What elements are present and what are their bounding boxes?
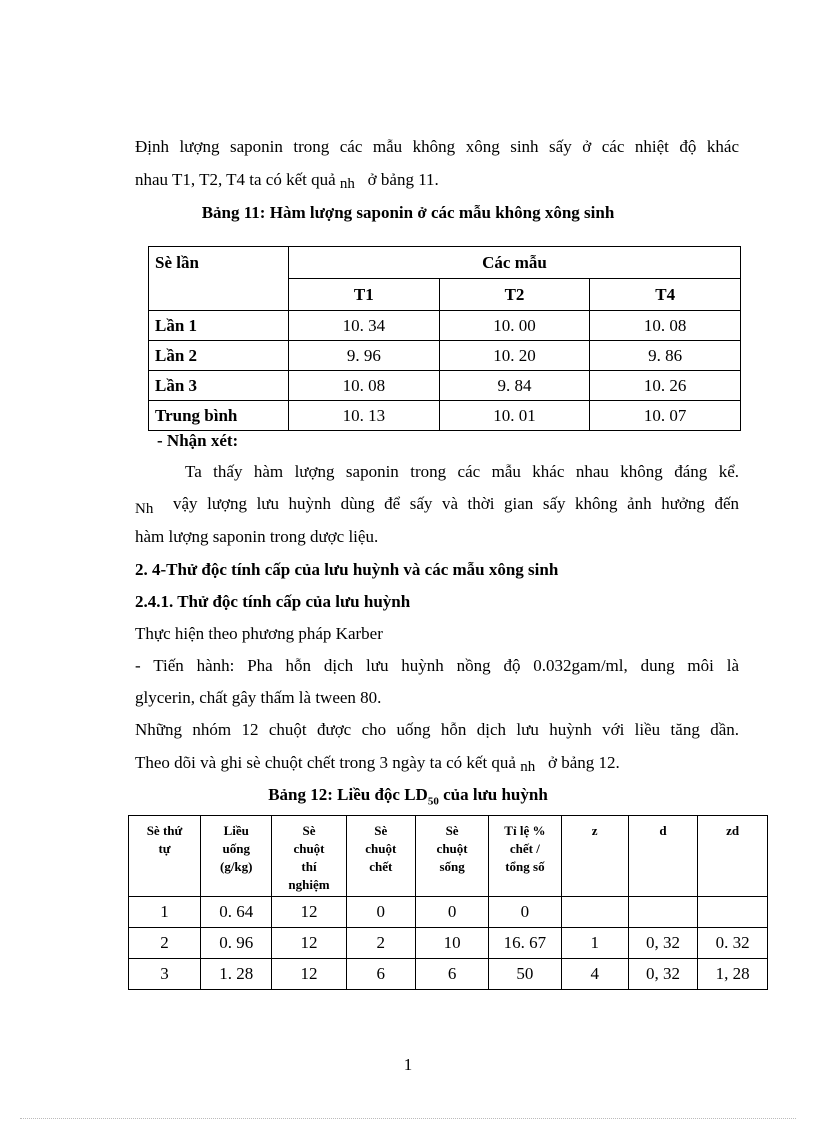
table-cell: 9. 86 — [590, 341, 741, 371]
table-cell: 10. 20 — [439, 341, 590, 371]
table-cell: 0. 64 — [201, 897, 272, 928]
table-cell: 1 — [561, 928, 628, 959]
table-cell: 3 — [129, 959, 201, 990]
table-cell: 10 — [416, 928, 489, 959]
table-cell: 16. 67 — [489, 928, 562, 959]
header-line: z — [591, 823, 598, 838]
table-cell: 12 — [272, 897, 346, 928]
table-cell: 0 — [416, 897, 489, 928]
text: ở bảng 12. — [547, 753, 620, 772]
header-line: Sè — [302, 823, 316, 838]
table-cell: 0 — [346, 897, 416, 928]
paragraph-line: vậy lượng lưu huỳnh dùng để sấy và thời gian sấy không ảnh hưởng đến — [173, 494, 739, 513]
row-label: Lần 1 — [149, 311, 289, 341]
text: Theo dõi và ghi sè chuột chết trong 3 ngày ta có kết quả — [135, 753, 516, 772]
header-line: Tỉ lệ % — [504, 823, 546, 838]
table-header-row — [129, 816, 768, 897]
table-cell — [561, 897, 628, 928]
column-header — [346, 816, 416, 897]
table11-caption: Bảng 11: Hàm lượng saponin ở các mẫu không xông sinh — [201, 203, 615, 222]
column-header: T1 — [289, 279, 440, 311]
table-row — [129, 959, 768, 990]
group-title: Các mẫu — [289, 247, 741, 279]
paragraph-line — [135, 494, 154, 517]
page-bottom-divider — [20, 1118, 796, 1119]
header-line: Sè thứ — [146, 823, 183, 838]
table-cell: 12 — [272, 928, 346, 959]
header-line: nghiệm — [288, 877, 330, 892]
table-cell: 10. 08 — [289, 371, 440, 401]
column-header: T2 — [439, 279, 590, 311]
table-cell — [698, 897, 768, 928]
header-line: Sè — [374, 823, 388, 838]
header-line: zd — [726, 823, 740, 838]
table-cell: 50 — [489, 959, 562, 990]
table-cell: 1. 28 — [201, 959, 272, 990]
table-cell: 2 — [346, 928, 416, 959]
table-row — [149, 401, 741, 431]
column-header — [698, 816, 768, 897]
table-cell: 0 — [489, 897, 562, 928]
remarks-heading: - Nhận xét: — [157, 431, 239, 450]
paragraph-line: glycerin, chất gây thấm là tween 80. — [135, 688, 382, 707]
table12-caption — [0, 785, 816, 807]
column-header — [489, 816, 562, 897]
table-cell: 0. 96 — [201, 928, 272, 959]
table-cell: 9. 96 — [289, 341, 440, 371]
table-cell: 10. 00 — [439, 311, 590, 341]
subsection-heading: 2.4.1. Thử độc tính cấp của lưu huỳnh — [135, 592, 411, 611]
paragraph-line: Những nhóm 12 chuột được cho uống hỗn dịch lưu huỳnh với liều tăng dần. — [135, 720, 739, 739]
paragraph-line — [135, 753, 620, 773]
page-number: 1 — [403, 1055, 413, 1074]
header-line: chuột — [293, 841, 325, 856]
header-line: tự — [158, 841, 171, 856]
paragraph-line: - Tiến hành: Pha hỗn dịch lưu huỳnh nồng độ 0.032gam/ml, dung môi là — [135, 656, 739, 675]
header-line: uống — [222, 841, 250, 856]
table-cell: 1, 28 — [698, 959, 768, 990]
table-cell: 10. 01 — [439, 401, 590, 431]
header-line: Liều — [223, 823, 249, 838]
text: nhau T1, T2, T4 ta có kết quả — [135, 170, 336, 189]
header-line: d — [659, 823, 667, 838]
table-cell: 6 — [346, 959, 416, 990]
text: nh — [339, 176, 355, 192]
column-header: T4 — [590, 279, 741, 311]
paragraph-line — [135, 170, 439, 190]
header-line: sống — [439, 859, 465, 874]
column-header — [129, 816, 201, 897]
column-header — [201, 816, 272, 897]
column-header — [628, 816, 698, 897]
text: nh — [520, 759, 536, 775]
header-line: (g/kg) — [219, 859, 253, 874]
paragraph-line: Thực hiện theo phương pháp Karber — [135, 624, 383, 643]
paragraph-line: Định lượng saponin trong các mẫu không xông sinh sấy ở các nhiệt độ khác — [135, 137, 739, 156]
table-cell: 12 — [272, 959, 346, 990]
text: Nh — [135, 501, 154, 517]
table-cell: 0, 32 — [628, 928, 698, 959]
row-label: Lần 3 — [149, 371, 289, 401]
table-row — [149, 341, 741, 371]
text: 50 — [427, 795, 439, 808]
table-cell — [628, 897, 698, 928]
table-row — [149, 311, 741, 341]
table-row — [129, 897, 768, 928]
table-row — [149, 371, 741, 401]
text: Bảng 12: Liều độc LD — [268, 785, 428, 804]
header-line: tổng số — [505, 859, 545, 874]
table-cell: 10. 13 — [289, 401, 440, 431]
header-line: chết — [369, 859, 393, 874]
header-line: chuột — [365, 841, 397, 856]
table-12 — [128, 815, 768, 990]
table-cell: 10. 07 — [590, 401, 741, 431]
header-line: Sè — [445, 823, 459, 838]
column-header — [416, 816, 489, 897]
table-11 — [148, 246, 741, 431]
header-line: thí — [301, 859, 317, 874]
table-cell: 0. 32 — [698, 928, 768, 959]
table-cell: 1 — [129, 897, 201, 928]
text: của lưu huỳnh — [438, 785, 548, 804]
header-line: chuột — [436, 841, 468, 856]
paragraph-line: Ta thấy hàm lượng saponin trong các mẫu khác nhau không đáng kể. — [185, 462, 739, 481]
table-cell: 4 — [561, 959, 628, 990]
section-heading: 2. 4-Thử độc tính cấp của lưu huỳnh và các mẫu xông sinh — [135, 560, 559, 579]
table-row — [129, 928, 768, 959]
table-cell: 10. 08 — [590, 311, 741, 341]
table-cell: 10. 34 — [289, 311, 440, 341]
table-cell: 0, 32 — [628, 959, 698, 990]
row-label: Lần 2 — [149, 341, 289, 371]
text: ở bảng 11. — [367, 170, 439, 189]
column-header — [561, 816, 628, 897]
table-cell: 9. 84 — [439, 371, 590, 401]
row-header-title: Sè lần — [149, 247, 289, 311]
table-cell: 2 — [129, 928, 201, 959]
table-cell: 6 — [416, 959, 489, 990]
table-cell: 10. 26 — [590, 371, 741, 401]
column-header — [272, 816, 346, 897]
row-label: Trung bình — [149, 401, 289, 431]
header-line: chết / — [509, 841, 540, 856]
paragraph-line: hàm lượng saponin trong dược liệu. — [135, 527, 379, 546]
